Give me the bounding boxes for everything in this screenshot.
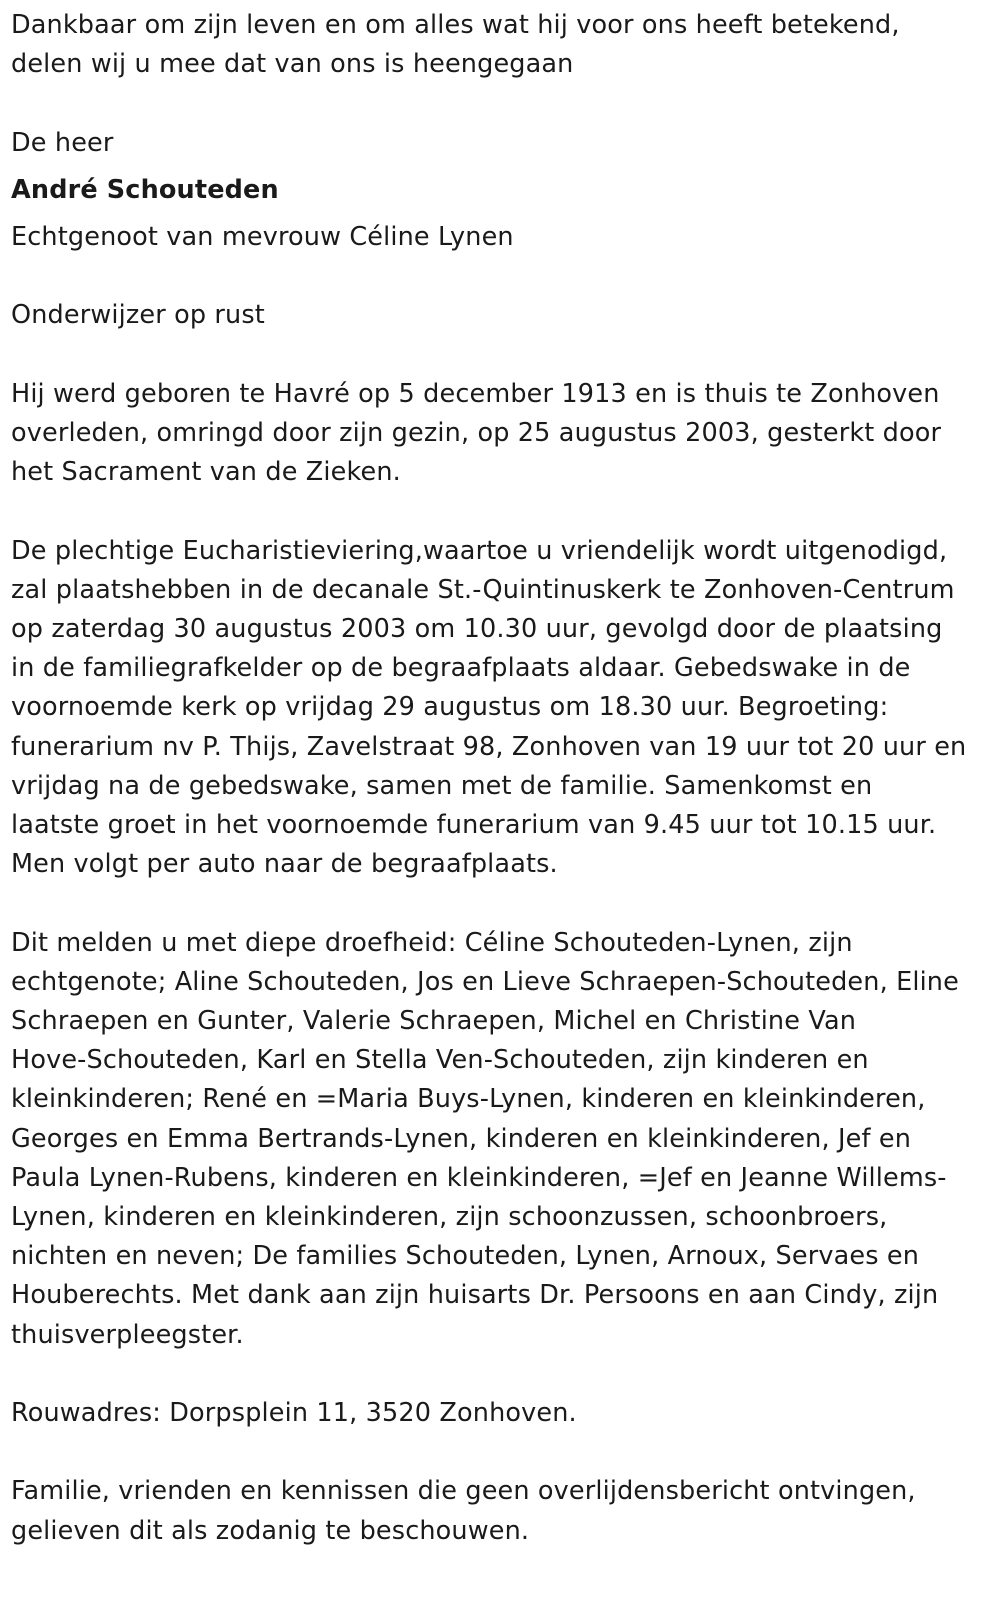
family-line: thuisverpleegster. [11, 1319, 244, 1350]
ceremony-line: op zaterdag 30 augustus 2003 om 10.30 uur, gevolgd door de plaatsing [11, 613, 943, 644]
family-line: Georges en Emma Bertrands-Lynen, kinderen en kleinkinderen, Jef en [11, 1123, 912, 1154]
family-line: Houberechts. Met dank aan zijn huisarts Dr. Persoons en aan Cindy, zijn [11, 1280, 939, 1311]
spacer [11, 84, 986, 123]
profession: Onderwijzer op rust [11, 300, 265, 331]
ceremony-line: De plechtige Eucharistieviering,waartoe u vriendelijk wordt uitgenodigd, [11, 535, 948, 566]
ceremony-line: Men volgt per auto naar de begraafplaats. [11, 849, 558, 880]
family-line: kleinkinderen; René en =Maria Buys-Lynen, kinderen en kleinkinderen, [11, 1084, 926, 1115]
obituary-document [11, 6, 986, 1551]
ceremony-line: voornoemde kerk op vrijdag 29 augustus om 18.30 uur. Begroeting: [11, 692, 889, 723]
spacer [11, 1355, 986, 1394]
family-line: Lynen, kinderen en kleinkinderen, zijn schoonzussen, schoonbroers, [11, 1202, 888, 1233]
ceremony-line: laatste groet in het voornoemde funerarium van 9.45 uur tot 10.15 uur. [11, 810, 937, 840]
family-line: Dit melden u met diepe droefheid: Céline Schouteden-Lynen, zijn [11, 927, 853, 958]
family-line: Hove-Schouteden, Karl en Stella Ven-Schouteden, zijn kinderen en [11, 1045, 869, 1076]
birth-death-line: overleden, omringd door zijn gezin, op 25 augustus 2003, gesterkt door [11, 417, 942, 448]
family-line: echtgenote; Aline Schouteden, Jos en Lieve Schraepen-Schouteden, Eline [11, 966, 959, 997]
birth-death-line: Hij werd geboren te Havré op 5 december 1913 en is thuis te Zonhoven [11, 378, 940, 409]
spacer [11, 1433, 986, 1472]
intro-line: Dankbaar om zijn leven en om alles wat hij voor ons heeft betekend, [11, 10, 900, 40]
closing-line: gelieven dit als zodanig te beschouwen. [11, 1515, 530, 1546]
family-line: Schraepen en Gunter, Valerie Schraepen, Michel en Christine Van [11, 1006, 857, 1036]
honorific: De heer [11, 127, 114, 158]
spouse-line: Echtgenoot van mevrouw Céline Lynen [11, 222, 514, 252]
family-line: Paula Lynen-Rubens, kinderen en kleinkinderen, =Jef en Jeanne Willems- [11, 1162, 947, 1193]
ceremony-line: vrijdag na de gebedswake, samen met de familie. Samenkomst en [11, 770, 873, 801]
closing-line: Familie, vrienden en kennissen die geen overlijdensbericht ontvingen, [11, 1476, 916, 1507]
spacer [11, 884, 986, 923]
family-line: nichten en neven; De families Schouteden, Lynen, Arnoux, Servaes en [11, 1241, 920, 1272]
ceremony-line: in de familiegrafkelder op de begraafplaats aldaar. Gebedswake in de [11, 653, 911, 684]
mourning-address: Rouwadres: Dorpsplein 11, 3520 Zonhoven. [11, 1398, 577, 1429]
deceased-name: André Schouteden [11, 174, 279, 205]
spacer [11, 336, 986, 375]
spacer [11, 257, 986, 296]
birth-death-line: het Sacrament van de Zieken. [11, 457, 401, 488]
ceremony-line: funerarium nv P. Thijs, Zavelstraat 98, Zonhoven van 19 uur tot 20 uur en [11, 731, 967, 762]
ceremony-line: zal plaatshebben in de decanale St.-Quintinuskerk te Zonhoven-Centrum [11, 574, 955, 605]
spacer [11, 492, 986, 531]
intro-line: delen wij u mee dat van ons is heengegaan [11, 49, 574, 80]
